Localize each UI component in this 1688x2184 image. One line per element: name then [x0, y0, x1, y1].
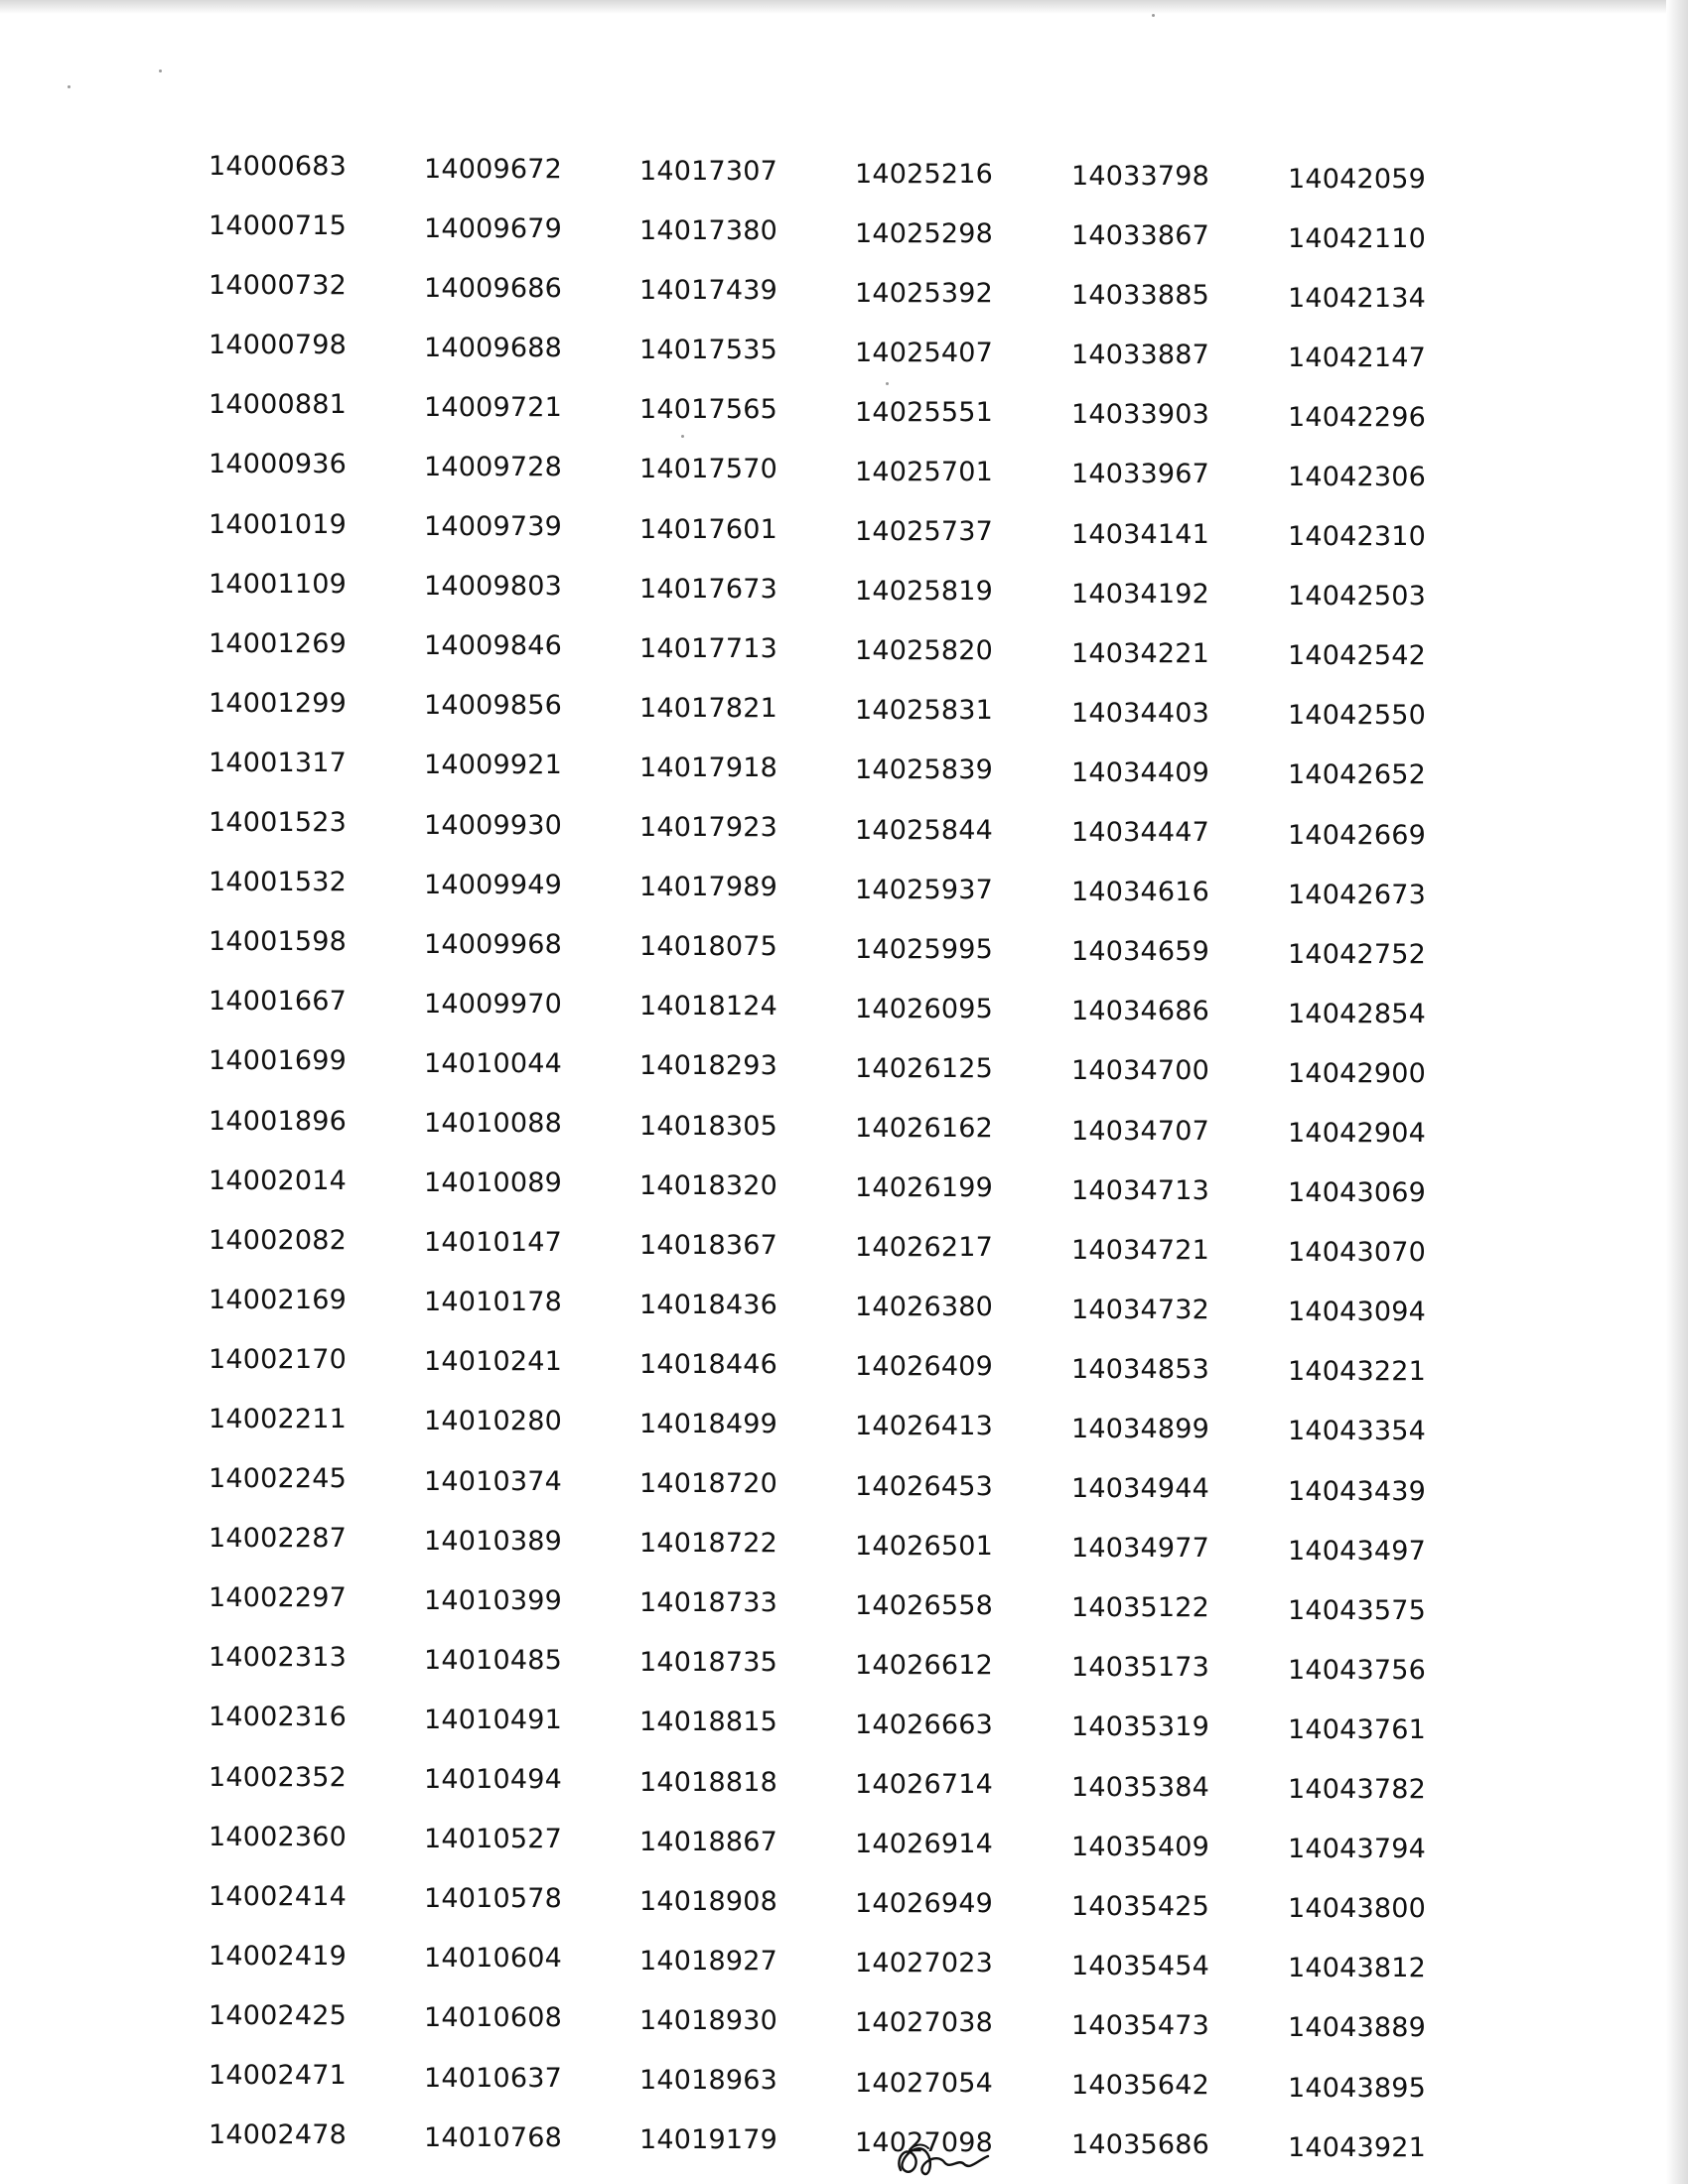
registration-number: 14035686 [1071, 2129, 1210, 2161]
registration-number: 14026095 [855, 993, 994, 1024]
registration-number: 14017923 [639, 812, 778, 844]
registration-number: 14034409 [1071, 756, 1210, 788]
registration-number: 14009968 [424, 928, 563, 960]
registration-number: 14017307 [639, 156, 778, 187]
registration-number: 14018867 [639, 1826, 778, 1857]
registration-number: 14043439 [1288, 1475, 1427, 1507]
registration-number: 14001532 [209, 867, 348, 898]
registration-number: 14034899 [1071, 1413, 1210, 1444]
registration-number: 14033967 [1071, 459, 1210, 490]
registration-number: 14034977 [1071, 1533, 1210, 1565]
registration-number: 14018735 [639, 1647, 778, 1679]
registration-number: 14026125 [855, 1052, 994, 1084]
registration-number: 14009672 [424, 153, 563, 185]
registration-number: 14025701 [855, 456, 994, 487]
registration-number: 14002425 [209, 1999, 348, 2031]
registration-number: 14025407 [855, 337, 994, 368]
registration-number: 14010637 [424, 2062, 563, 2094]
registration-number: 14043354 [1288, 1416, 1427, 1447]
registration-number: 14034221 [1071, 637, 1210, 669]
number-column-1 [209, 137, 407, 2165]
registration-number: 14010044 [424, 1047, 563, 1079]
registration-number: 14034141 [1071, 518, 1210, 550]
registration-number: 14018075 [639, 931, 778, 963]
registration-number: 14034403 [1071, 697, 1210, 729]
registration-number: 14019179 [639, 2124, 778, 2156]
registration-number: 14026612 [855, 1649, 994, 1681]
registration-number: 14001299 [209, 687, 348, 719]
registration-number: 14017673 [639, 573, 778, 605]
registration-number: 14034944 [1071, 1473, 1210, 1505]
registration-number: 14035642 [1071, 2070, 1210, 2101]
registration-number: 14009721 [424, 391, 563, 423]
registration-number: 14002297 [209, 1582, 348, 1614]
registration-number: 14034447 [1071, 817, 1210, 849]
registration-number: 14026663 [855, 1708, 994, 1740]
registration-number: 14042673 [1288, 879, 1427, 910]
registration-number: 14001269 [209, 627, 348, 659]
registration-number: 14010389 [424, 1525, 563, 1557]
registration-number: 14026409 [855, 1351, 994, 1383]
scan-right-edge [1666, 0, 1688, 2184]
registration-number: 14026501 [855, 1530, 994, 1562]
registration-number: 14035319 [1071, 1711, 1210, 1743]
registration-number: 14010604 [424, 1943, 563, 1975]
registration-number: 14009921 [424, 750, 563, 781]
registration-number: 14042900 [1288, 1057, 1427, 1089]
registration-number: 14026949 [855, 1888, 994, 1920]
registration-number: 14018930 [639, 2004, 778, 2036]
registration-number: 14017570 [639, 454, 778, 485]
registration-number: 14002316 [209, 1702, 348, 1733]
registration-number: 14034853 [1071, 1353, 1210, 1385]
registration-number: 14010280 [424, 1406, 563, 1437]
number-column-4 [855, 145, 1054, 2173]
registration-number: 14009846 [424, 630, 563, 662]
registration-number: 14025737 [855, 516, 994, 548]
registration-number: 14018818 [639, 1766, 778, 1798]
registration-number: 14018963 [639, 2065, 778, 2096]
registration-number: 14026162 [855, 1113, 994, 1144]
registration-number: 14043761 [1288, 1713, 1427, 1745]
registration-number: 14009728 [424, 451, 563, 482]
registration-number: 14035473 [1071, 2009, 1210, 2041]
registration-number: 14002360 [209, 1821, 348, 1852]
registration-number: 14002245 [209, 1463, 348, 1495]
registration-number: 14009803 [424, 571, 563, 603]
number-column-6 [1288, 150, 1486, 2178]
registration-number: 14042306 [1288, 461, 1427, 492]
number-column-2 [424, 140, 623, 2168]
registration-number: 14010527 [424, 1824, 563, 1855]
registration-number: 14042752 [1288, 938, 1427, 970]
registration-number: 14033867 [1071, 220, 1210, 252]
registration-number: 14034700 [1071, 1055, 1210, 1087]
registration-number: 14034659 [1071, 936, 1210, 968]
registration-number: 14002419 [209, 1940, 348, 1972]
registration-number: 14009688 [424, 332, 563, 363]
registration-number: 14042110 [1288, 222, 1427, 254]
registration-number: 14042669 [1288, 819, 1427, 851]
registration-number: 14026914 [855, 1829, 994, 1860]
registration-number: 14018446 [639, 1348, 778, 1380]
registration-number: 14009739 [424, 511, 563, 543]
registration-number: 14034616 [1071, 877, 1210, 908]
registration-number: 14043889 [1288, 2012, 1427, 2044]
scan-speck [68, 85, 70, 88]
registration-number: 14043575 [1288, 1594, 1427, 1626]
registration-number: 14009679 [424, 212, 563, 244]
registration-number: 14002287 [209, 1523, 348, 1555]
registration-number: 14001598 [209, 926, 348, 958]
registration-number: 14025937 [855, 874, 994, 905]
registration-number: 14010088 [424, 1108, 563, 1139]
number-column-3 [639, 142, 838, 2170]
registration-number: 14034732 [1071, 1294, 1210, 1325]
registration-number: 14025216 [855, 158, 994, 190]
registration-number: 14033798 [1071, 161, 1210, 192]
registration-number: 14025819 [855, 576, 994, 608]
registration-number: 14043794 [1288, 1834, 1427, 1865]
number-column-5 [1071, 147, 1270, 2175]
registration-number: 14010578 [424, 1883, 563, 1915]
registration-number: 14033903 [1071, 399, 1210, 431]
registration-number: 14017565 [639, 394, 778, 426]
registration-number: 14018436 [639, 1289, 778, 1320]
registration-number: 14002082 [209, 1224, 348, 1256]
registration-number: 14000798 [209, 330, 348, 361]
registration-number: 14000683 [209, 151, 348, 182]
registration-number: 14026453 [855, 1470, 994, 1502]
registration-number: 14017821 [639, 692, 778, 724]
registration-number: 14042652 [1288, 759, 1427, 791]
registration-number: 14043756 [1288, 1654, 1427, 1686]
registration-number: 14043221 [1288, 1356, 1427, 1388]
registration-number: 14010089 [424, 1167, 563, 1199]
registration-number: 14043800 [1288, 1893, 1427, 1925]
registration-number: 14043895 [1288, 2072, 1427, 2104]
registration-number: 14035409 [1071, 1831, 1210, 1862]
registration-number: 14017989 [639, 872, 778, 903]
registration-number: 14035122 [1071, 1592, 1210, 1624]
registration-number: 14025392 [855, 277, 994, 309]
registration-number: 14018927 [639, 1945, 778, 1977]
registration-number: 14035425 [1071, 1890, 1210, 1922]
registration-number: 14042147 [1288, 341, 1427, 373]
registration-number: 14026217 [855, 1232, 994, 1264]
registration-number: 14027038 [855, 2007, 994, 2039]
registration-number: 14042134 [1288, 282, 1427, 314]
registration-number: 14010768 [424, 2121, 563, 2153]
registration-number: 14025995 [855, 933, 994, 965]
registration-number: 14001109 [209, 568, 348, 600]
registration-number: 14018815 [639, 1706, 778, 1738]
registration-number: 14017380 [639, 215, 778, 247]
registration-number: 14000936 [209, 449, 348, 480]
registration-number: 14002169 [209, 1284, 348, 1315]
registration-number: 14042550 [1288, 700, 1427, 732]
registration-number: 14009949 [424, 869, 563, 900]
registration-number: 14010494 [424, 1764, 563, 1796]
registration-number: 14025831 [855, 695, 994, 727]
registration-number: 14002211 [209, 1403, 348, 1434]
registration-number: 14018720 [639, 1468, 778, 1500]
registration-number: 14010147 [424, 1227, 563, 1259]
registration-number: 14017601 [639, 513, 778, 545]
registration-number: 14025298 [855, 217, 994, 249]
registration-number: 14034686 [1071, 996, 1210, 1027]
registration-number: 14018305 [639, 1110, 778, 1142]
registration-number: 14018293 [639, 1050, 778, 1082]
registration-number: 14042296 [1288, 401, 1427, 433]
registration-number: 14043497 [1288, 1535, 1427, 1567]
registration-number: 14043070 [1288, 1237, 1427, 1269]
registration-number: 14002478 [209, 2119, 348, 2151]
registration-number: 14002352 [209, 1761, 348, 1793]
registration-number: 14009686 [424, 272, 563, 304]
registration-number: 14042542 [1288, 640, 1427, 672]
registration-number: 14018124 [639, 991, 778, 1023]
registration-number: 14017535 [639, 335, 778, 366]
registration-number: 14042854 [1288, 998, 1427, 1029]
registration-number: 14034707 [1071, 1115, 1210, 1147]
registration-number: 14026714 [855, 1769, 994, 1801]
registration-number: 14001667 [209, 986, 348, 1018]
registration-number: 14034192 [1071, 578, 1210, 610]
registration-number: 14043094 [1288, 1297, 1427, 1328]
registration-number: 14000881 [209, 389, 348, 421]
registration-number: 14043069 [1288, 1177, 1427, 1209]
registration-number: 14035173 [1071, 1652, 1210, 1684]
registration-number: 14025820 [855, 635, 994, 667]
registration-number: 14002014 [209, 1164, 348, 1196]
registration-number: 14010374 [424, 1465, 563, 1497]
signature-icon [889, 2122, 998, 2184]
registration-number: 14010178 [424, 1287, 563, 1318]
registration-number: 14010241 [424, 1346, 563, 1378]
registration-number: 14035384 [1071, 1771, 1210, 1803]
registration-number: 14010399 [424, 1584, 563, 1616]
registration-number: 14026380 [855, 1292, 994, 1323]
registration-number: 14033885 [1071, 280, 1210, 312]
registration-number: 14043782 [1288, 1774, 1427, 1806]
registration-number: 14026558 [855, 1589, 994, 1621]
registration-number: 14002471 [209, 2060, 348, 2091]
registration-number: 14027098 [855, 2126, 994, 2158]
registration-number: 14000732 [209, 270, 348, 302]
registration-number: 14001317 [209, 747, 348, 778]
registration-number: 14002170 [209, 1343, 348, 1375]
registration-number: 14009970 [424, 988, 563, 1020]
scan-top-edge [0, 0, 1688, 14]
registration-number: 14001896 [209, 1105, 348, 1137]
registration-number: 14043812 [1288, 1953, 1427, 1984]
registration-number: 14043921 [1288, 2131, 1427, 2163]
registration-number: 14033887 [1071, 340, 1210, 371]
registration-number: 14035454 [1071, 1950, 1210, 1981]
registration-number: 14009856 [424, 690, 563, 722]
number-list [209, 137, 1519, 2162]
registration-number: 14042904 [1288, 1118, 1427, 1149]
registration-number: 14018908 [639, 1885, 778, 1917]
registration-number: 14027023 [855, 1948, 994, 1979]
registration-number: 14034721 [1071, 1234, 1210, 1266]
registration-number: 14018733 [639, 1587, 778, 1619]
registration-number: 14018320 [639, 1169, 778, 1201]
registration-number: 14010491 [424, 1704, 563, 1735]
registration-number: 14025844 [855, 814, 994, 846]
registration-number: 14042503 [1288, 581, 1427, 613]
scan-speck [1152, 14, 1155, 17]
registration-number: 14009930 [424, 809, 563, 841]
registration-number: 14026199 [855, 1172, 994, 1204]
registration-number: 14018367 [639, 1229, 778, 1261]
registration-number: 14025839 [855, 754, 994, 786]
scan-speck [159, 69, 162, 72]
registration-number: 14017918 [639, 751, 778, 783]
registration-number: 14034713 [1071, 1174, 1210, 1206]
registration-number: 14002313 [209, 1642, 348, 1674]
registration-number: 14027054 [855, 2067, 994, 2099]
registration-number: 14017439 [639, 275, 778, 307]
registration-number: 14001019 [209, 508, 348, 540]
registration-number: 14010608 [424, 2002, 563, 2034]
registration-number: 14001523 [209, 807, 348, 839]
registration-number: 14018499 [639, 1408, 778, 1439]
registration-number: 14025551 [855, 396, 994, 428]
registration-number: 14017713 [639, 632, 778, 664]
registration-number: 14042310 [1288, 521, 1427, 553]
registration-number: 14000715 [209, 210, 348, 242]
registration-number: 14002414 [209, 1880, 348, 1912]
registration-number: 14042059 [1288, 163, 1427, 195]
registration-number: 14026413 [855, 1411, 994, 1442]
registration-number: 14018722 [639, 1528, 778, 1560]
registration-number: 14010485 [424, 1644, 563, 1676]
registration-number: 14001699 [209, 1045, 348, 1077]
